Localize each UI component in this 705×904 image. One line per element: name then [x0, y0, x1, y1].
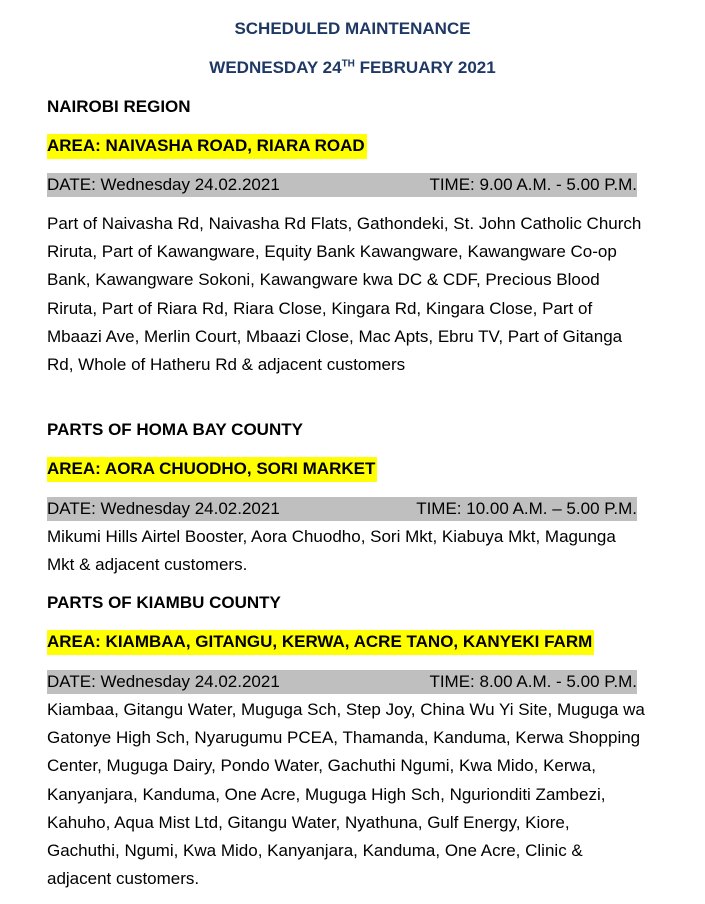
- maintenance-time: TIME: 10.00 A.M. – 5.00 P.M.: [416, 499, 637, 518]
- document-date: [0, 58, 705, 78]
- area-heading: AREA: AORA CHUODHO, SORI MARKET: [47, 457, 377, 482]
- region-heading: PARTS OF KIAMBU COUNTY: [47, 593, 281, 612]
- date-time-bar: [47, 670, 637, 694]
- date-prefix: WEDNESDAY 24: [209, 58, 342, 77]
- maintenance-time: TIME: 8.00 A.M. - 5.00 P.M.: [429, 672, 637, 691]
- date-rest: FEBRUARY 2021: [354, 58, 496, 77]
- affected-locations: Mikumi Hills Airtel Booster, Aora Chuodho, Sori Mkt, Kiabuya Mkt, Magunga Mkt & adjacent customers.: [47, 527, 616, 575]
- date-time-bar: [47, 497, 637, 521]
- maintenance-date: DATE: Wednesday 24.02.2021: [47, 672, 280, 691]
- maintenance-date: DATE: Wednesday 24.02.2021: [47, 175, 280, 194]
- document-title: SCHEDULED MAINTENANCE: [234, 19, 471, 38]
- region-heading: NAIROBI REGION: [47, 97, 191, 116]
- date-ordinal-suffix: TH: [341, 58, 355, 70]
- affected-locations: Part of Naivasha Rd, Naivasha Rd Flats, Gathondeki, St. John Catholic Church Riruta, Part of Kawangware, Equity Bank Kawangware, Kawangware Co-op Bank, Kawangware Sokoni, Kawangware kwa DC & CDF, Precious Blood Riruta, Part of Riara Rd, Riara Close, Kingara Rd, Kingara Close, Part of Mbaazi Ave, Merlin Court, Mbaazi Close, Mac Apts, Ebru TV, Part of Gitanga Rd, Whole of Hatheru Rd & adjacent customers: [47, 214, 642, 375]
- maintenance-date: DATE: Wednesday 24.02.2021: [47, 499, 280, 518]
- region-heading: PARTS OF HOMA BAY COUNTY: [47, 420, 303, 439]
- date-time-bar: [47, 173, 637, 197]
- area-heading: AREA: NAIVASHA ROAD, RIARA ROAD: [47, 134, 367, 159]
- area-heading: AREA: KIAMBAA, GITANGU, KERWA, ACRE TANO, KANYEKI FARM: [47, 630, 594, 655]
- affected-locations: Kiambaa, Gitangu Water, Muguga Sch, Step Joy, China Wu Yi Site, Muguga wa Gatonye High Sch, Nyarugumu PCEA, Thamanda, Kanduma, Kerwa Shopping Center, Muguga Dairy, Pondo Water, Gachuthi Ngumi, Kwa Mido, Kerwa, Kanyanjara, Kanduma, One Acre, Muguga High Sch, Ngurionditi Zambezi, Kahuho, Aqua Mist Ltd, Gitangu Water, Nyathuna, Gulf Energy, Kiore, Gachuthi, Ngumi, Kwa Mido, Kanyanjara, Kanduma, One Acre, Clinic & adjacent customers.: [47, 700, 645, 889]
- maintenance-time: TIME: 9.00 A.M. - 5.00 P.M.: [429, 175, 637, 194]
